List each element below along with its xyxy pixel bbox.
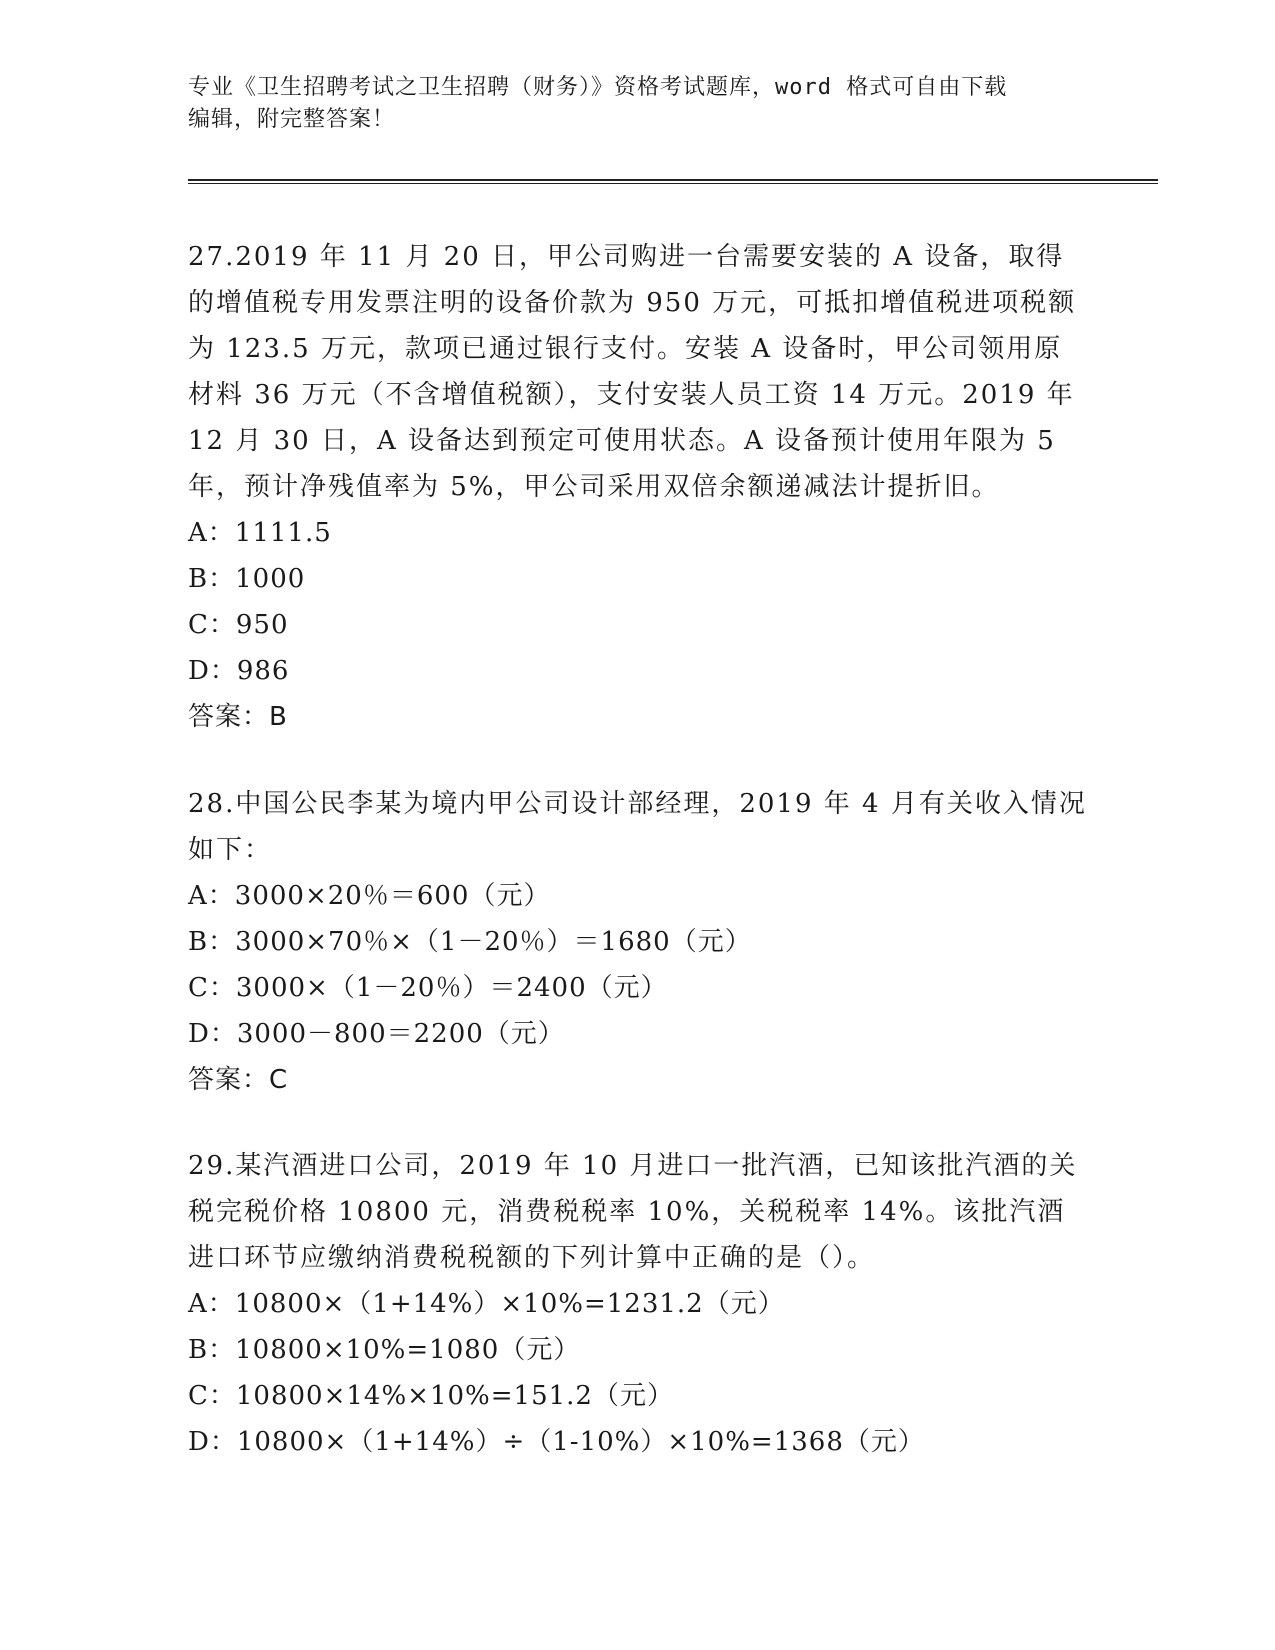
- header-line-2: 编辑，附完整答案！: [188, 107, 396, 132]
- option-c: C：3000×（1－20％）＝2400（元）: [188, 973, 668, 1003]
- option-c: C：950: [188, 610, 289, 640]
- question-27: [188, 234, 1088, 740]
- answer-line: 答案：B: [188, 702, 288, 732]
- header-divider-thin: [188, 183, 1158, 184]
- option-a: A：3000×20％＝600（元）: [188, 881, 551, 911]
- option-b: B：3000×70％×（1－20％）＝1680（元）: [188, 927, 752, 957]
- question-stem: 28.中国公民李某为境内甲公司设计部经理，2019 年 4 月有关收入情况如下：: [188, 789, 1087, 865]
- header-divider: [188, 179, 1158, 181]
- option-d: D：3000－800＝2200（元）: [188, 1019, 565, 1049]
- option-d: D：10800×（1+14%）÷（1-10%）×10%=1368（元）: [188, 1427, 925, 1457]
- header-line-1: 专业《卫生招聘考试之卫生招聘（财务）》资格考试题库，word 格式可自由下载: [188, 75, 1008, 100]
- option-d: D：986: [188, 656, 290, 686]
- question-29: [188, 1143, 1088, 1465]
- option-b: B：1000: [188, 564, 306, 594]
- option-a: A：1111.5: [188, 518, 332, 548]
- answer-line: 答案：C: [188, 1065, 289, 1095]
- option-a: A：10800×（1+14%）×10%=1231.2（元）: [188, 1289, 785, 1319]
- question-28: [188, 781, 1088, 1103]
- question-stem: 29.某汽酒进口公司，2019 年 10 月进口一批汽酒，已知该批汽酒的关税完税价格 10800 元，消费税税率 10%，关税税率 14%。该批汽酒进口环节应缴纳消费税税额的下列计算中正确的是（）。: [188, 1151, 1078, 1273]
- document-header: [188, 72, 1068, 136]
- option-c: C：10800×14%×10%=151.2（元）: [188, 1381, 674, 1411]
- question-stem: 27.2019 年 11 月 20 日，甲公司购进一台需要安装的 A 设备，取得的增值税专用发票注明的设备价款为 950 万元，可抵扣增值税进项税额为 123.5 万元，款项已通过银行支付。安装 A 设备时，甲公司领用原材料 36 万元（不含增值税额），支付安装人员工资 14 万元。2019 年 12 月 30 日，A 设备达到预定可使用状态。A 设备预计使用年限为 5 年，预计净残值率为 5%，甲公司采用双倍余额递减法计提折旧。: [188, 242, 1077, 502]
- option-b: B：10800×10%=1080（元）: [188, 1335, 581, 1365]
